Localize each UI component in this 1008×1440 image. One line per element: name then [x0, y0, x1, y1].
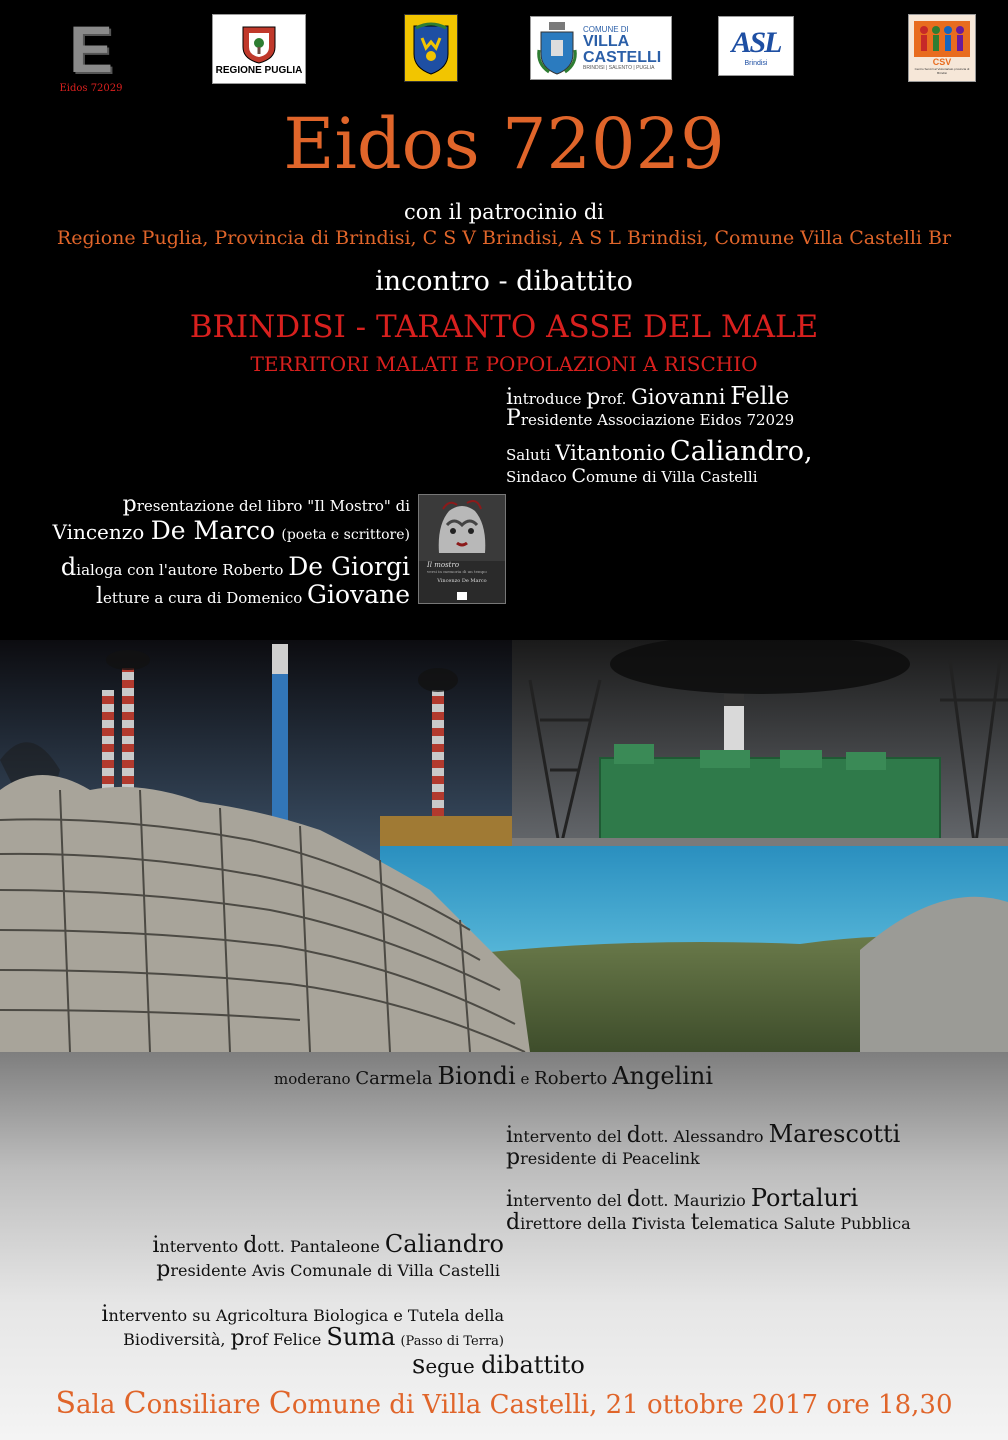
speaker-2: intervento del dott. Maurizio Portaluri: [506, 1184, 859, 1212]
greetings-line: Saluti Vitantonio Caliandro,: [506, 436, 813, 467]
book-line-1: presentazione del libro "Il Mostro" di: [122, 492, 410, 517]
speaker-2-role: direttore della rivista telematica Salute Pubblica: [506, 1210, 911, 1235]
comune-villa-castelli-logo: [530, 16, 672, 80]
asl-sub: Brindisi: [744, 59, 768, 67]
speaker-1-role: presidente di Peacelink: [506, 1145, 700, 1170]
book-cover-title: Il mostro: [427, 561, 460, 569]
csv-brindisi-logo: [908, 14, 976, 82]
speaker-3: intervento dott. Pantaleone Caliandro: [152, 1230, 504, 1258]
csv-label: CSV: [932, 57, 952, 67]
book-line-3: dialoga con l'autore Roberto De Giorgi: [60, 552, 410, 581]
eidos-logo: [52, 11, 130, 96]
patronage-intro: con il patrocinio di: [404, 200, 604, 224]
follow-up-debate: segue dibattito: [412, 1350, 585, 1380]
regione-puglia-logo: [212, 14, 306, 84]
provincia-shield-icon: [410, 20, 452, 76]
asl-brindisi-logo: [718, 16, 794, 76]
speaker-3-role: presidente Avis Comunale di Villa Castelli: [156, 1257, 500, 1282]
comune-crest-icon: [535, 20, 579, 76]
venue-date-line: Sala Consiliare Comune di Villa Castelli, 21 ottobre 2017 ore 18,30: [55, 1386, 953, 1421]
speaker-4-line-2: Biodiversità, prof Felice Suma (Passo di Terra): [123, 1323, 504, 1351]
book-cover-art: [419, 495, 505, 561]
intro-role: Presidente Associazione Eidos 72029: [506, 406, 795, 431]
book-cover-author: Vincenzo De Marco: [437, 578, 487, 584]
speaker-4: intervento su Agricoltura Biologica e Tutela della: [101, 1302, 504, 1327]
comune-small: COMUNE DI: [583, 24, 629, 34]
csv-sub: Centro Servizi al Volontariato provincia di Brindisi: [914, 67, 970, 75]
asl-letters: ASL: [731, 25, 781, 59]
event-title: Eidos 72029: [283, 103, 725, 185]
book-cover-subtitle: versi in memoria di un tempo: [427, 569, 487, 574]
bottom-background: [0, 1052, 1008, 1440]
comune-name-1: VILLA: [583, 32, 630, 50]
headline: BRINDISI - TARANTO ASSE DEL MALE: [189, 309, 819, 345]
comune-name-2: CASTELLI: [583, 48, 662, 66]
csv-people-icon: [914, 21, 970, 57]
intro-line: introduce prof. Giovanni Felle: [506, 382, 790, 410]
regione-caption: REGIONE PUGLIA: [215, 64, 303, 76]
patrons-list: Regione Puglia, Provincia di Brindisi, C S V Brindisi, A S L Brindisi, Comune Villa Castelli Br: [56, 227, 952, 249]
book-cover: [418, 494, 506, 604]
industrial-landscape-image: [0, 640, 1008, 1052]
comune-sub: BRINDISI | SALENTO | PUGLIA: [583, 64, 655, 71]
eidos-e-icon: E: [68, 11, 114, 86]
greetings-role: Sindaco Comune di Villa Castelli: [506, 465, 758, 487]
provincia-logo: [404, 14, 458, 82]
publisher-logo-icon: [457, 592, 467, 600]
book-line-4: letture a cura di Domenico Giovane: [95, 580, 410, 609]
book-line-2: Vincenzo De Marco (poeta e scrittore): [52, 516, 410, 545]
moderators-line: moderano Carmela Biondi e Roberto Angelini: [274, 1062, 714, 1090]
event-type: incontro - dibattito: [375, 266, 633, 297]
regione-crest-icon: [239, 23, 279, 65]
eidos-logo-caption: Eidos 72029: [59, 82, 123, 94]
subheadline: TERRITORI MALATI E POPOLAZIONI A RISCHIO: [250, 352, 758, 376]
speaker-1: intervento del dott. Alessandro Marescotti: [506, 1120, 901, 1148]
